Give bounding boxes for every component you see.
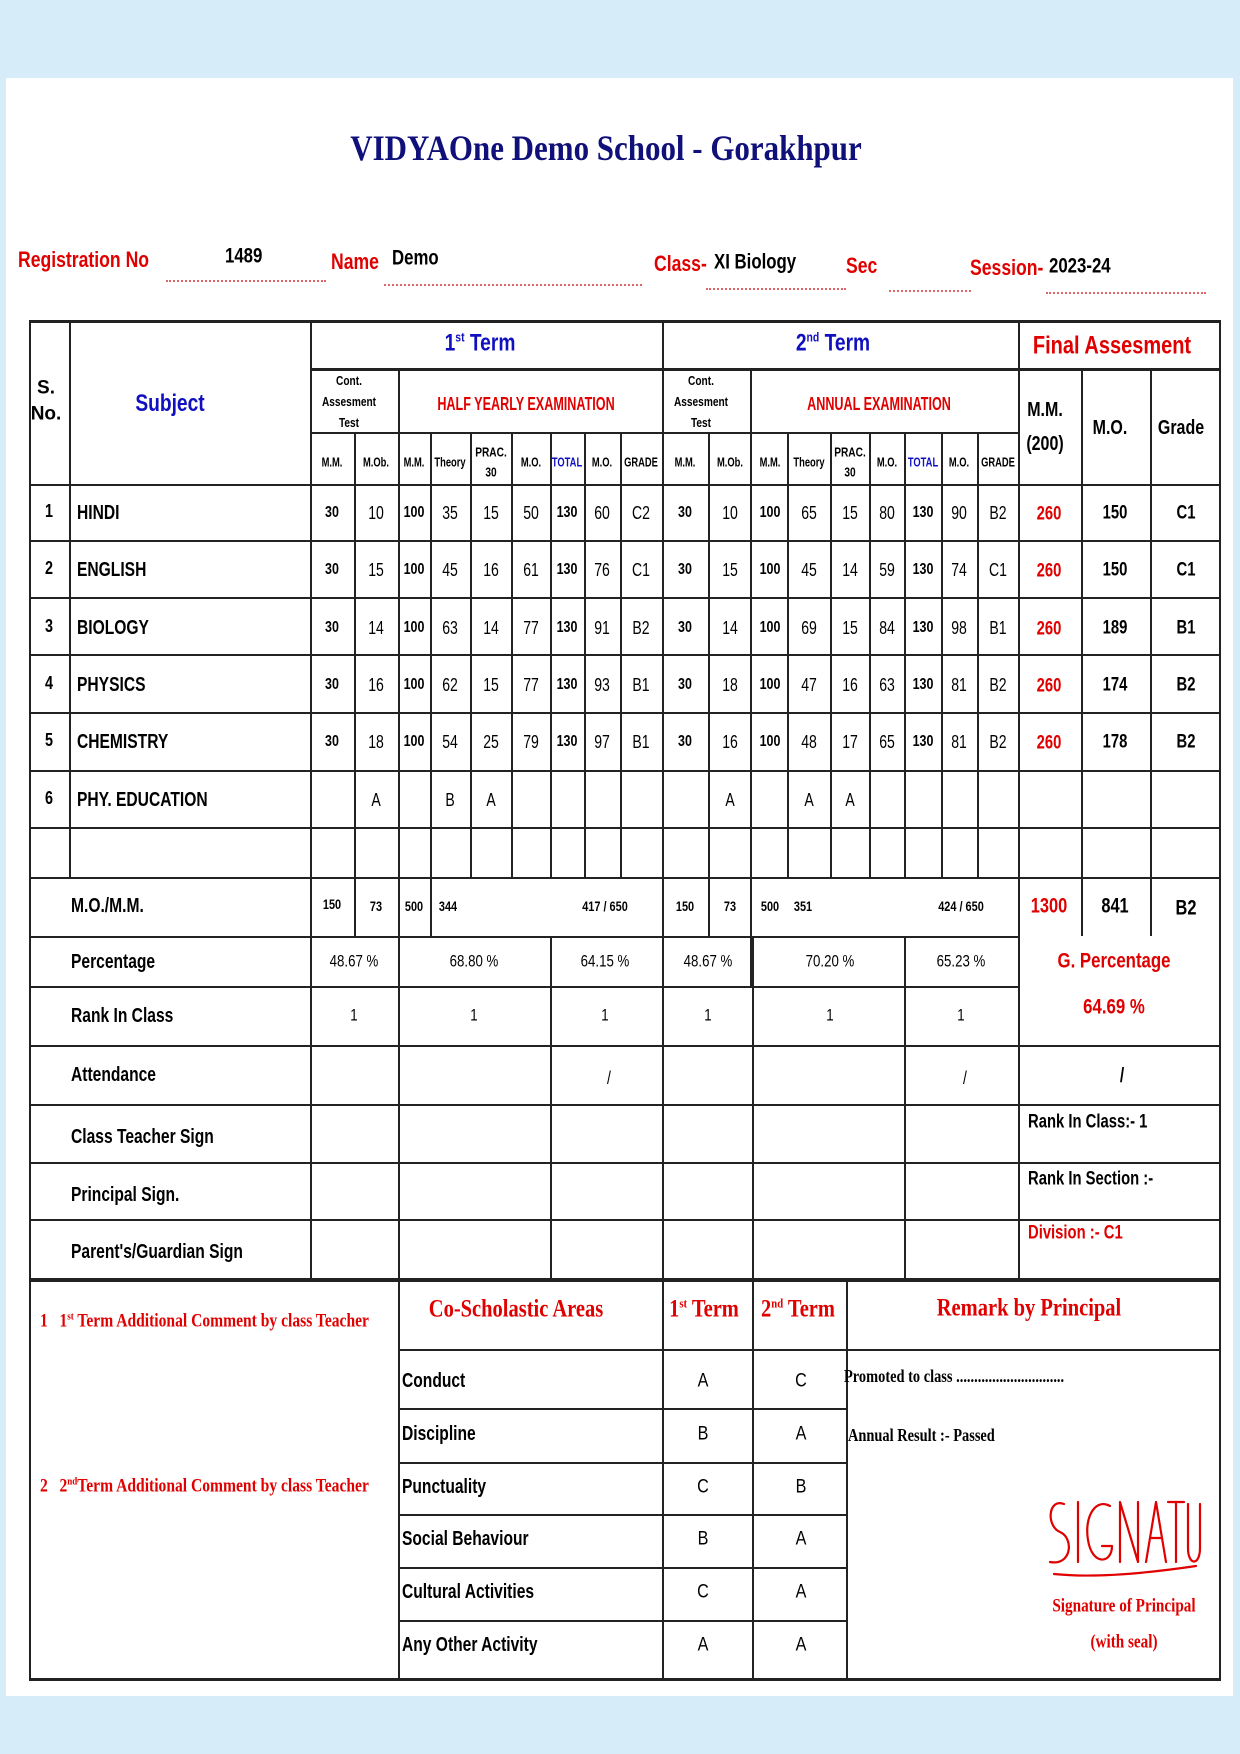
mark-cell: 130	[912, 561, 933, 578]
summary-value: 73	[723, 898, 737, 914]
remark-header: Remark by Principal	[936, 1294, 1122, 1322]
mark-cell: 30	[325, 676, 339, 693]
grid-line	[29, 770, 1221, 772]
student-class: XI Biology	[714, 250, 797, 274]
sno-header: S. No.	[30, 377, 62, 424]
summary-value: 417 / 650	[582, 898, 628, 914]
summary-value: 500	[760, 898, 780, 914]
mark-cell: 90	[951, 503, 967, 523]
percentage-value: 68.80 %	[449, 951, 499, 971]
sub-column-header: M.M.	[674, 454, 696, 470]
mark-cell: 130	[556, 733, 578, 750]
coscholastic-area: Punctuality	[402, 1476, 487, 1498]
subject-name: CHEMISTRY	[77, 731, 169, 753]
mark-cell: 45	[800, 560, 817, 580]
grid-line	[69, 320, 71, 877]
mark-cell: 18	[722, 675, 738, 695]
mark-cell: 18	[368, 732, 384, 752]
grid-line	[29, 712, 1221, 714]
sub-column-header: M.O.	[520, 454, 541, 470]
grid-line	[941, 432, 943, 877]
half-yearly-header: HALF YEARLY EXAMINATION	[437, 394, 615, 414]
coscholastic-term1-grade: A	[697, 1370, 709, 1392]
mark-cell: 130	[912, 733, 933, 750]
final-mm-cell: 260	[1036, 675, 1062, 697]
sub-column-header: GRADE	[624, 454, 658, 470]
grid-line	[354, 877, 356, 936]
final-grade-cell: B1	[1176, 617, 1196, 639]
subject-sno: 5	[44, 730, 54, 750]
mark-cell: 130	[912, 676, 933, 693]
mark-cell: 30	[678, 619, 692, 636]
summary-label-mo-mm: M.O./M.M.	[71, 895, 144, 917]
mark-cell: 62	[442, 675, 458, 695]
grid-line	[398, 1620, 846, 1622]
coscholastic-term2-grade: A	[795, 1581, 807, 1603]
mark-cell: 15	[841, 503, 858, 523]
coscholastic-header: Co-Scholastic Areas	[428, 1295, 604, 1323]
mark-cell: 14	[722, 618, 738, 638]
name-dotted-line	[384, 284, 642, 286]
grid-line	[29, 540, 1221, 542]
coscholastic-term2-grade: A	[795, 1528, 807, 1550]
subject-name: PHY. EDUCATION	[77, 789, 208, 811]
rank-value: 1	[470, 1005, 478, 1025]
grid-line	[29, 986, 1018, 988]
summary-label-principal-sign: Principal Sign.	[71, 1184, 180, 1206]
mark-cell: 81	[951, 732, 967, 752]
grid-line	[787, 432, 789, 877]
mark-cell: 130	[912, 504, 933, 521]
coscholastic-term2-grade: B	[795, 1476, 807, 1498]
final-mm-cell: 260	[1036, 503, 1062, 525]
subject-name: HINDI	[77, 502, 120, 524]
grid-line	[310, 320, 312, 1278]
grid-line	[29, 1678, 1221, 1681]
mark-cell: 77	[522, 675, 539, 695]
sub-column-header: TOTAL	[907, 454, 938, 470]
mark-cell: 35	[442, 503, 458, 523]
summary-value: 424 / 650	[938, 898, 984, 914]
grid-line	[29, 1219, 1221, 1221]
coscholastic-term1-grade: A	[697, 1634, 709, 1656]
mark-cell: B1	[988, 618, 1007, 638]
mark-cell: B1	[632, 675, 650, 695]
percentage-value: 48.67 %	[329, 951, 379, 971]
mark-cell: B1	[632, 732, 650, 752]
mark-cell: 76	[594, 560, 610, 580]
summary-value: 500	[404, 898, 424, 914]
grid-line	[29, 877, 1221, 879]
sec-label: Sec	[846, 253, 878, 278]
coscholastic-term1-grade: B	[697, 1528, 709, 1550]
grid-line	[1018, 1045, 1221, 1047]
subject-sno: 2	[44, 558, 54, 578]
mark-cell: 130	[556, 504, 578, 521]
attendance-value: /	[607, 1068, 611, 1088]
sub-column-header: M.O.	[591, 454, 613, 470]
grid-line	[398, 1514, 846, 1516]
final-mm-cell: 260	[1036, 732, 1062, 754]
sub-column-header: Theory	[434, 454, 466, 470]
grid-line	[977, 432, 979, 877]
mark-cell: 16	[368, 675, 384, 695]
rank-value: 1	[350, 1005, 358, 1025]
mark-cell: 15	[722, 560, 738, 580]
mark-cell: 69	[800, 618, 817, 638]
sub-column-header: M.Ob.	[363, 454, 389, 470]
grid-line	[869, 432, 871, 877]
grid-line	[904, 432, 906, 877]
mark-cell: C2	[632, 503, 650, 523]
mark-cell: 59	[878, 560, 895, 580]
subject-name: PHYSICS	[77, 674, 146, 696]
mark-cell: 48	[800, 732, 817, 752]
grid-line	[830, 432, 832, 877]
mark-cell: 81	[951, 675, 967, 695]
annual-result-text: Annual Result :- Passed	[848, 1425, 995, 1445]
sub-column-header: M.M.	[759, 454, 780, 470]
mark-cell: 63	[878, 675, 895, 695]
mark-cell: B2	[988, 503, 1007, 523]
attendance-value: /	[1119, 1065, 1125, 1087]
mark-cell: A	[803, 790, 814, 810]
summary-value: 150	[322, 896, 342, 912]
mark-cell: 91	[594, 618, 610, 638]
sub-column-header: M.O.	[948, 454, 970, 470]
subject-sno: 4	[44, 673, 54, 693]
mark-cell: A	[371, 790, 381, 810]
grid-line	[470, 432, 472, 877]
mark-cell: A	[725, 790, 735, 810]
final-grade-header: Grade	[1157, 417, 1205, 439]
percentage-value: 64.15 %	[580, 951, 630, 971]
seal-caption: (with seal)	[1090, 1631, 1158, 1653]
grid-line	[511, 432, 513, 877]
mark-cell: 30	[325, 504, 339, 521]
grid-line	[620, 432, 622, 877]
coscholastic-term1-header: 1st Term	[669, 1295, 739, 1323]
mark-cell: 100	[403, 733, 425, 750]
term2-header: 2nd Term	[795, 329, 871, 357]
cont-assessment-header-t1: Cont. Assesment Test	[321, 372, 377, 430]
mark-cell: 84	[878, 618, 895, 638]
mark-cell: 10	[368, 503, 384, 523]
final-mo-header: M.O.	[1092, 417, 1128, 439]
mark-cell: 60	[594, 503, 610, 523]
grid-line	[310, 368, 1221, 371]
sub-column-header: PRAC.	[474, 444, 507, 460]
mark-cell: 130	[556, 561, 578, 578]
mark-cell: 25	[482, 732, 499, 752]
mark-cell: 45	[442, 560, 458, 580]
sub-column-header: 30	[484, 464, 497, 480]
mark-cell: 30	[678, 676, 692, 693]
mark-cell: 130	[556, 676, 578, 693]
mark-cell: B2	[988, 732, 1007, 752]
grid-line	[398, 1408, 846, 1410]
mark-cell: 50	[522, 503, 539, 523]
final-grade-cell: C1	[1176, 559, 1196, 581]
mark-cell: 16	[722, 732, 738, 752]
mark-cell: 14	[482, 618, 499, 638]
mark-cell: 100	[759, 733, 780, 750]
summary-label-rank: Rank In Class	[71, 1005, 174, 1027]
grid-line	[584, 432, 586, 877]
mark-cell: 63	[442, 618, 458, 638]
term1-header: 1st Term	[444, 329, 516, 357]
grid-line	[398, 1567, 846, 1569]
principal-signature-image	[1042, 1476, 1202, 1586]
mark-cell: 15	[368, 560, 384, 580]
coscholastic-term1-grade: C	[697, 1581, 709, 1603]
grid-line	[354, 432, 356, 877]
g-percentage-label: G. Percentage	[1057, 949, 1171, 973]
grid-line	[1018, 1162, 1221, 1164]
grid-line	[1018, 1104, 1221, 1106]
mark-cell: 30	[678, 561, 692, 578]
promoted-text: Promoted to class ..............................	[844, 1366, 1065, 1386]
mark-cell: 15	[841, 618, 858, 638]
student-session: 2023-24	[1049, 254, 1111, 278]
mark-cell: 30	[325, 733, 339, 750]
grid-line	[708, 877, 710, 936]
summary-value: 351	[793, 898, 813, 914]
sec-dotted-line	[889, 290, 971, 292]
grid-line	[29, 827, 1221, 829]
g-percentage-value: 64.69 %	[1083, 995, 1145, 1019]
mark-cell: 80	[878, 503, 895, 523]
percentage-value: 70.20 %	[805, 951, 855, 971]
sub-column-header: 30	[843, 464, 856, 480]
subject-header: Subject	[135, 390, 205, 417]
percentage-value: 48.67 %	[683, 951, 733, 971]
grid-line	[29, 320, 31, 1680]
grid-line	[904, 936, 906, 1278]
rank-value: 1	[826, 1005, 834, 1025]
mark-cell: 74	[951, 560, 967, 580]
comment-1: 1 1st Term Additional Comment by class Teacher	[40, 1310, 369, 1332]
mark-cell: 130	[912, 619, 933, 636]
report-card-sheet	[6, 78, 1233, 1696]
mark-cell: 15	[482, 503, 499, 523]
final-mo-cell: 189	[1102, 617, 1128, 639]
school-title: VIDYAOne Demo School - Gorakhpur	[350, 128, 862, 168]
coscholastic-term1-grade: C	[697, 1476, 709, 1498]
registration-label: Registration No	[18, 247, 150, 272]
mark-cell: 100	[759, 676, 780, 693]
summary-final-mm: 1300	[1030, 894, 1068, 918]
mark-cell: 79	[522, 732, 539, 752]
coscholastic-area: Social Behaviour	[402, 1528, 529, 1550]
comment-2: 2 2ndTerm Additional Comment by class Teacher	[40, 1475, 369, 1497]
coscholastic-term1-grade: B	[697, 1423, 709, 1445]
session-label: Session-	[970, 255, 1044, 280]
sub-column-header: TOTAL	[551, 454, 583, 470]
coscholastic-area: Conduct	[402, 1370, 466, 1392]
mark-cell: 100	[403, 504, 425, 521]
summary-final-grade: B2	[1175, 896, 1197, 920]
name-label: Name	[331, 249, 379, 274]
grid-line	[1219, 320, 1221, 1680]
student-name: Demo	[392, 246, 439, 270]
final-grade-cell: C1	[1176, 502, 1196, 524]
final-mm-cell: 260	[1036, 618, 1062, 640]
coscholastic-term2-grade: A	[795, 1634, 807, 1656]
class-label: Class-	[654, 251, 707, 276]
final-mm-header: M.M. (200)	[1026, 399, 1064, 455]
mark-cell: 54	[442, 732, 458, 752]
grid-line	[750, 368, 752, 986]
rank-value: 1	[704, 1005, 712, 1025]
mark-cell: B2	[632, 618, 650, 638]
mark-cell: 100	[403, 676, 425, 693]
subject-sno: 3	[44, 616, 54, 636]
mark-cell: 30	[678, 504, 692, 521]
mark-cell: 100	[403, 619, 425, 636]
coscholastic-term2-header: 2nd Term	[761, 1295, 835, 1323]
grid-line	[846, 1278, 848, 1680]
subject-sno: 6	[44, 788, 54, 808]
mark-cell: 97	[594, 732, 610, 752]
sub-column-header: GRADE	[980, 454, 1015, 470]
mark-cell: 16	[482, 560, 499, 580]
mark-cell: 100	[403, 561, 425, 578]
mark-cell: 100	[759, 504, 780, 521]
attendance-value: /	[963, 1068, 967, 1088]
mark-cell: 130	[556, 619, 578, 636]
coscholastic-area: Cultural Activities	[402, 1581, 535, 1603]
grid-line	[398, 936, 400, 1278]
mark-cell: 77	[522, 618, 539, 638]
mark-cell: 47	[800, 675, 817, 695]
session-dotted-line	[1046, 292, 1206, 294]
final-mo-cell: 150	[1102, 502, 1128, 524]
rank-in-class-text: Rank In Class:- 1	[1028, 1111, 1148, 1133]
mark-cell: B	[445, 790, 455, 810]
percentage-value: 65.23 %	[936, 951, 986, 971]
registration-dotted-line	[166, 280, 326, 282]
mark-cell: 15	[482, 675, 499, 695]
coscholastic-term2-grade: A	[795, 1423, 807, 1445]
final-mo-cell: 150	[1102, 559, 1128, 581]
grid-line	[29, 597, 1221, 599]
grid-line	[550, 936, 552, 1278]
mark-cell: 93	[594, 675, 610, 695]
mark-cell: C1	[632, 560, 650, 580]
grid-line	[29, 654, 1221, 656]
summary-value: 344	[438, 898, 458, 914]
mark-cell: 17	[841, 732, 858, 752]
final-grade-cell: B2	[1176, 731, 1196, 753]
sub-column-header: M.M.	[321, 454, 343, 470]
sub-column-header: Theory	[792, 454, 825, 470]
rank-value: 1	[957, 1005, 965, 1025]
mark-cell: 14	[841, 560, 858, 580]
final-assessment-header: Final Assesment	[1032, 331, 1192, 360]
division-text: Division :- C1	[1028, 1222, 1123, 1244]
mark-cell: 65	[800, 503, 817, 523]
mark-cell: 14	[368, 618, 384, 638]
summary-label-class-teacher-sign: Class Teacher Sign	[71, 1126, 214, 1148]
mark-cell: 65	[878, 732, 895, 752]
annual-header: ANNUAL EXAMINATION	[807, 394, 951, 414]
summary-final-mo: 841	[1101, 894, 1129, 918]
subject-sno: 1	[44, 501, 54, 521]
mark-cell: 10	[722, 503, 738, 523]
mark-cell: 100	[759, 619, 780, 636]
sub-column-header: PRAC.	[833, 444, 866, 460]
coscholastic-term2-grade: C	[795, 1370, 807, 1392]
mark-cell: 30	[678, 733, 692, 750]
grid-line	[29, 484, 1221, 486]
mark-cell: 16	[841, 675, 858, 695]
summary-value: 150	[675, 898, 695, 914]
rank-in-section-text: Rank In Section :-	[1028, 1168, 1154, 1190]
registration-no: 1489	[225, 244, 263, 268]
mark-cell: C1	[988, 560, 1007, 580]
final-mo-cell: 174	[1102, 674, 1128, 696]
mark-cell: 100	[759, 561, 780, 578]
mark-cell: A	[485, 790, 496, 810]
sub-column-header: M.O.	[876, 454, 897, 470]
mark-cell: 30	[325, 561, 339, 578]
coscholastic-area: Any Other Activity	[402, 1634, 538, 1656]
grid-line	[29, 1278, 1221, 1282]
summary-label-attendance: Attendance	[71, 1064, 156, 1086]
grid-line	[1081, 368, 1083, 936]
summary-value: 73	[369, 898, 383, 914]
grid-line	[708, 432, 710, 877]
final-mo-cell: 178	[1102, 731, 1128, 753]
grid-line	[398, 1349, 1221, 1351]
subject-name: BIOLOGY	[77, 617, 149, 639]
summary-label-percentage: Percentage	[71, 951, 156, 973]
grid-line	[398, 1462, 846, 1464]
class-dotted-line	[706, 288, 846, 290]
grid-line	[550, 432, 552, 877]
final-grade-cell: B2	[1176, 674, 1196, 696]
grid-line	[430, 432, 432, 877]
coscholastic-area: Discipline	[402, 1423, 476, 1445]
mark-cell: A	[844, 790, 855, 810]
rank-value: 1	[601, 1005, 609, 1025]
mark-cell: 98	[951, 618, 967, 638]
sub-column-header: M.Ob.	[717, 454, 743, 470]
signature-caption: Signature of Principal	[1052, 1595, 1196, 1617]
mark-cell: 61	[522, 560, 539, 580]
grid-line	[1150, 368, 1152, 936]
final-mm-cell: 260	[1036, 560, 1062, 582]
grid-line	[430, 877, 432, 936]
grid-line	[29, 320, 1221, 323]
grid-line	[29, 936, 1018, 938]
subject-name: ENGLISH	[77, 559, 147, 581]
sub-column-header: M.M.	[403, 454, 425, 470]
mark-cell: B2	[988, 675, 1007, 695]
cont-assessment-header-t2: Cont. Assesment Test	[673, 372, 729, 430]
mark-cell: 30	[325, 619, 339, 636]
summary-label-parent-sign: Parent's/Guardian Sign	[71, 1241, 243, 1263]
grid-line	[752, 936, 754, 1278]
